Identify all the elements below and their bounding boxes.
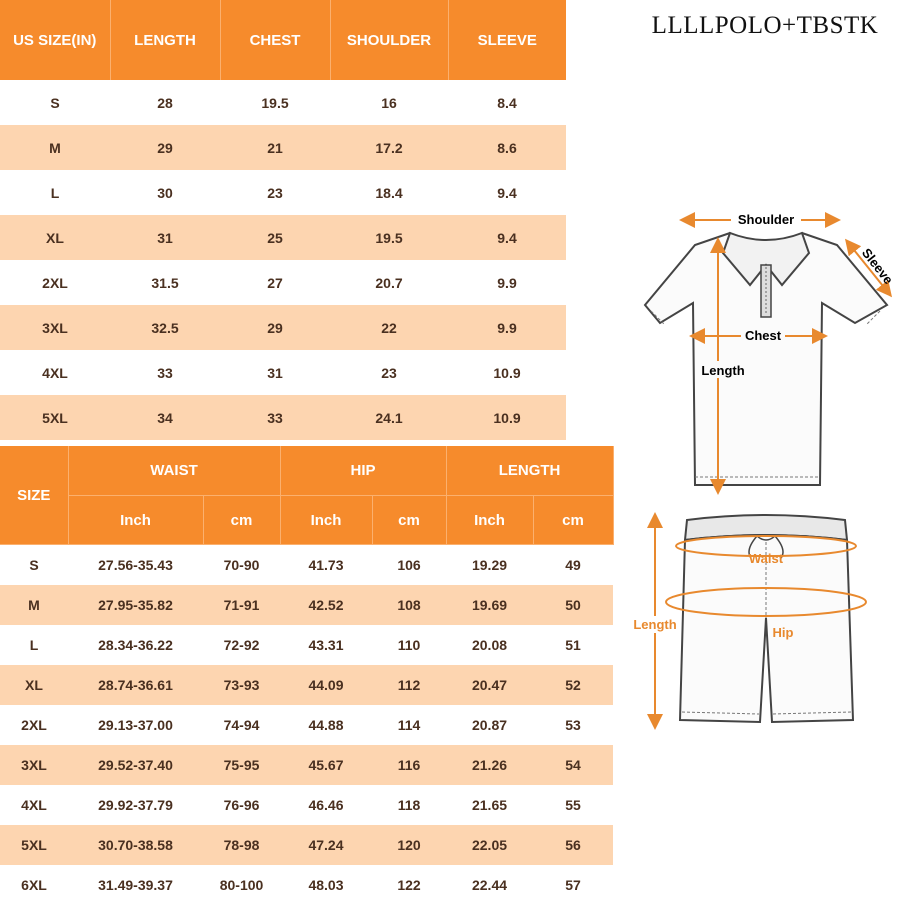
shorts-table-row [0,625,613,665]
shorts-diagram [625,508,900,738]
polo-table-row [0,395,566,440]
size-cell: XL [0,665,68,705]
polo-shirt-diagram [625,205,900,495]
value-cell: 21.65 [446,785,533,825]
value-cell: 49 [533,545,613,586]
shorts-unit-row [0,496,613,545]
value-cell: 16 [330,80,448,125]
size-cell: 6XL [0,865,68,905]
value-cell: 114 [372,705,446,745]
shorts-table-row [0,665,613,705]
value-cell: 20.08 [446,625,533,665]
shorts-header-row [0,446,613,496]
value-cell: 47.24 [280,825,372,865]
unit-header: cm [203,496,280,545]
value-cell: 52 [533,665,613,705]
header-hip: HIP [280,446,446,496]
value-cell: 74-94 [203,705,280,745]
value-cell: 44.88 [280,705,372,745]
value-cell: 75-95 [203,745,280,785]
value-cell: 8.4 [448,80,566,125]
value-cell: 31 [220,350,330,395]
shorts-table-row [0,545,613,586]
value-cell: 29.92-37.79 [68,785,203,825]
value-cell: 27 [220,260,330,305]
value-cell: 17.2 [330,125,448,170]
value-cell: 8.6 [448,125,566,170]
value-cell: 29.13-37.00 [68,705,203,745]
polo-table-row [0,350,566,395]
value-cell: 72-92 [203,625,280,665]
unit-header: Inch [280,496,372,545]
size-cell: 2XL [0,705,68,745]
value-cell: 20.47 [446,665,533,705]
value-cell: 31.5 [110,260,220,305]
shorts-table-row [0,785,613,825]
value-cell: 106 [372,545,446,586]
label-shorts-length: Length [633,617,677,632]
label-waist: Waist [748,551,784,566]
size-cell: 5XL [0,825,68,865]
value-cell: 24.1 [330,395,448,440]
value-cell: 46.46 [280,785,372,825]
value-cell: 29.52-37.40 [68,745,203,785]
size-cell: 5XL [0,395,110,440]
value-cell: 31.49-39.37 [68,865,203,905]
size-cell: XL [0,215,110,260]
unit-header: cm [533,496,613,545]
header-waist: WAIST [68,446,280,496]
value-cell: 116 [372,745,446,785]
value-cell: 32.5 [110,305,220,350]
unit-header: Inch [446,496,533,545]
value-cell: 110 [372,625,446,665]
value-cell: 19.5 [330,215,448,260]
header-sleeve: SLEEVE [448,0,566,80]
header-shoulder: SHOULDER [330,0,448,80]
value-cell: 9.4 [448,215,566,260]
value-cell: 80-100 [203,865,280,905]
value-cell: 48.03 [280,865,372,905]
value-cell: 33 [110,350,220,395]
value-cell: 19.29 [446,545,533,586]
value-cell: 27.95-35.82 [68,585,203,625]
value-cell: 23 [330,350,448,395]
header-length: LENGTH [446,446,613,496]
value-cell: 43.31 [280,625,372,665]
size-cell: 3XL [0,745,68,785]
value-cell: 54 [533,745,613,785]
value-cell: 55 [533,785,613,825]
polo-table-row [0,215,566,260]
value-cell: 50 [533,585,613,625]
size-cell: 4XL [0,350,110,395]
polo-table-row [0,125,566,170]
value-cell: 28.74-36.61 [68,665,203,705]
value-cell: 21.26 [446,745,533,785]
value-cell: 42.52 [280,585,372,625]
size-cell: M [0,585,68,625]
size-cell: L [0,625,68,665]
brand-title: LLLLPOLO+TBSTK [651,12,879,39]
value-cell: 120 [372,825,446,865]
header-us-size: US SIZE(IN) [0,0,110,80]
polo-header-row [0,0,566,80]
label-hip: Hip [772,625,794,640]
header-chest: CHEST [220,0,330,80]
value-cell: 44.09 [280,665,372,705]
size-cell: 2XL [0,260,110,305]
value-cell: 9.4 [448,170,566,215]
value-cell: 20.7 [330,260,448,305]
value-cell: 31 [110,215,220,260]
unit-header: Inch [68,496,203,545]
value-cell: 10.9 [448,395,566,440]
value-cell: 45.67 [280,745,372,785]
polo-table-row [0,170,566,215]
value-cell: 122 [372,865,446,905]
value-cell: 29 [110,125,220,170]
value-cell: 71-91 [203,585,280,625]
size-cell: L [0,170,110,215]
value-cell: 112 [372,665,446,705]
value-cell: 57 [533,865,613,905]
shorts-table-row [0,865,613,905]
value-cell: 30.70-38.58 [68,825,203,865]
size-cell: S [0,545,68,586]
value-cell: 22 [330,305,448,350]
value-cell: 56 [533,825,613,865]
label-shoulder: Shoulder [737,212,795,227]
value-cell: 20.87 [446,705,533,745]
value-cell: 78-98 [203,825,280,865]
polo-table-row [0,260,566,305]
shorts-table-row [0,705,613,745]
header-size: SIZE [0,446,68,545]
value-cell: 19.69 [446,585,533,625]
size-cell: 3XL [0,305,110,350]
value-cell: 41.73 [280,545,372,586]
value-cell: 28 [110,80,220,125]
value-cell: 28.34-36.22 [68,625,203,665]
value-cell: 29 [220,305,330,350]
value-cell: 34 [110,395,220,440]
value-cell: 51 [533,625,613,665]
polo-table-row [0,305,566,350]
value-cell: 23 [220,170,330,215]
value-cell: 22.05 [446,825,533,865]
value-cell: 118 [372,785,446,825]
value-cell: 10.9 [448,350,566,395]
polo-size-table [0,0,566,440]
value-cell: 70-90 [203,545,280,586]
value-cell: 25 [220,215,330,260]
shorts-size-table [0,446,614,905]
value-cell: 33 [220,395,330,440]
size-cell: S [0,80,110,125]
size-cell: 4XL [0,785,68,825]
shorts-table-row [0,825,613,865]
header-length: LENGTH [110,0,220,80]
value-cell: 19.5 [220,80,330,125]
polo-table-row [0,80,566,125]
size-cell: M [0,125,110,170]
value-cell: 9.9 [448,260,566,305]
value-cell: 18.4 [330,170,448,215]
shorts-table-row [0,585,613,625]
value-cell: 108 [372,585,446,625]
value-cell: 9.9 [448,305,566,350]
label-chest: Chest [744,328,782,343]
value-cell: 73-93 [203,665,280,705]
value-cell: 21 [220,125,330,170]
value-cell: 76-96 [203,785,280,825]
value-cell: 27.56-35.43 [68,545,203,586]
label-length: Length [701,363,745,378]
value-cell: 53 [533,705,613,745]
value-cell: 22.44 [446,865,533,905]
label-sleeve: Sleeve [858,245,897,288]
unit-header: cm [372,496,446,545]
shorts-table-row [0,745,613,785]
value-cell: 30 [110,170,220,215]
